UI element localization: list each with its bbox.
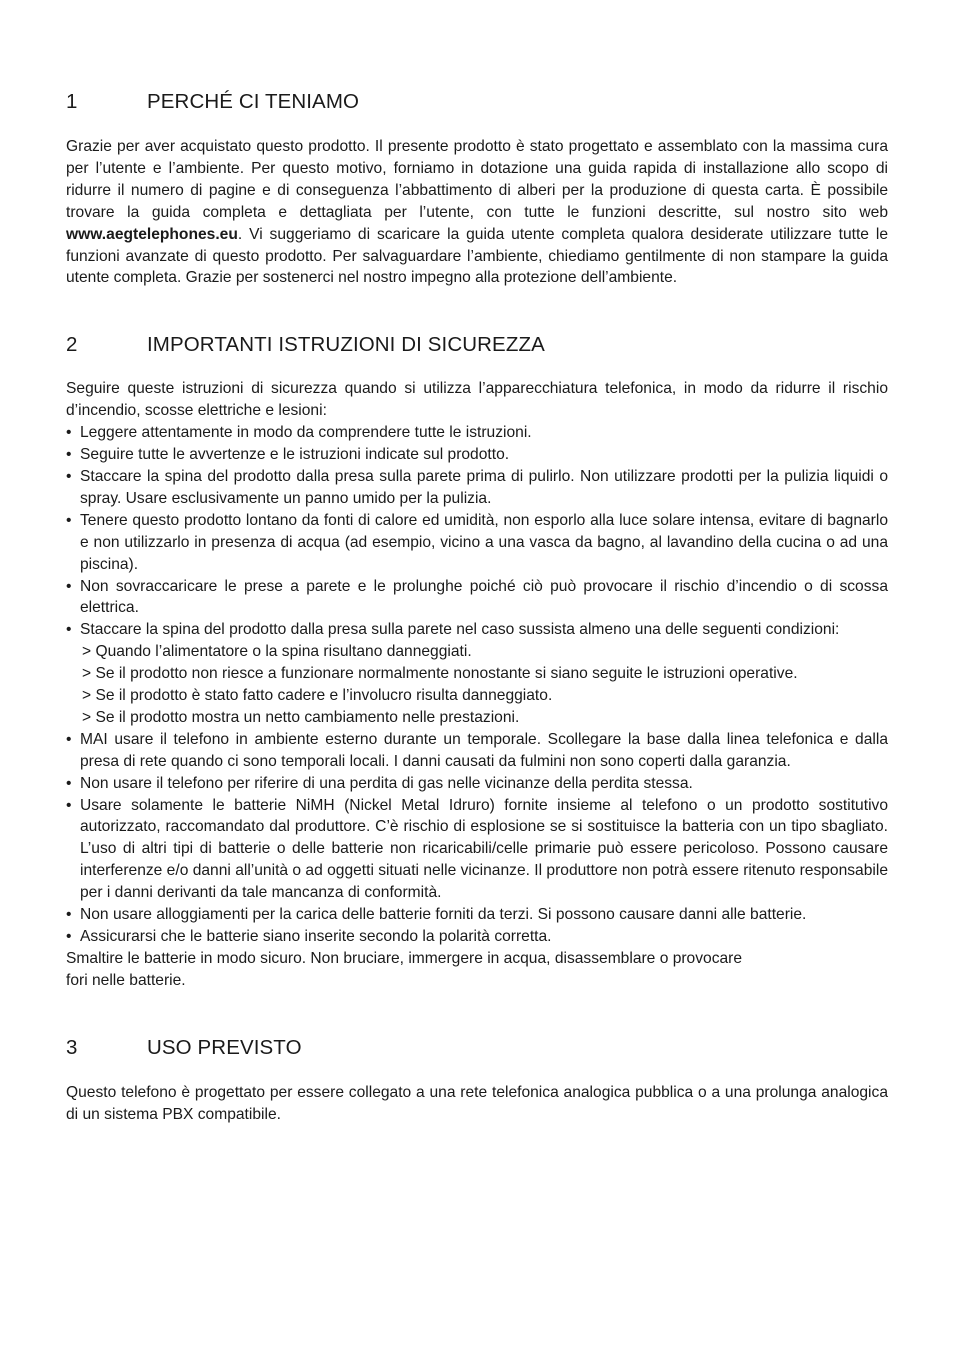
section-heading-1 [66, 89, 888, 115]
section-title: PERCHÉ CI TENIAMO [147, 90, 360, 113]
list-item-with-conditions [66, 619, 888, 729]
list-item-text: Staccare la spina del prodotto dalla presa sulla parete nel caso sussista almeno una delle seguenti condizioni: [80, 621, 840, 639]
list-item: • Seguire tutte le avvertenze e le istruzioni indicate sul prodotto. [66, 444, 888, 466]
section-heading-3 [66, 1035, 888, 1061]
section-title: IMPORTANTI ISTRUZIONI DI SICUREZZA [147, 333, 545, 357]
section-2-intro: Seguire queste istruzioni di sicurezza quando si utilizza l’apparecchiatura telefonica, in modo da ridurre il rischio d’incendio, scosse elettriche e lesioni: [66, 380, 888, 420]
section-1-paragraph: Grazie per aver acquistato questo prodotto. Il presente prodotto è stato progettato e assemblato con la massima cura per l’utente e l’ambiente. Per questo motivo, forniamo in dotazione una guida rapida di installazione allo scopo di ridurre il numero di pagine e di conseguenza l’abbattimento di alberi per la produzione di questa carta. È possibile trovare la guida completa e dettagliata per l’utente, con tutte le funzioni descritte, sul nostro sito web www.aegtelephones.eu. Vi suggeriamo di scaricare la guida utente completa qualora desiderate utilizzare tutte le funzioni avanzate di questo prodotto. Per salvaguardare l’ambiente, chiediamo gentilmente di non stampare la guida utente completa. Grazie per sostenerci nel nostro impegno alla protezione dell’ambiente. [66, 138, 888, 287]
section-heading-2 [66, 332, 888, 358]
condition-item: > Quando l’alimentatore o la spina risultano danneggiati. [82, 643, 472, 661]
condition-item: > Se il prodotto mostra un netto cambiamento nelle prestazioni. [82, 708, 520, 726]
conditions-list [80, 641, 888, 729]
section-number: 2 [66, 333, 78, 357]
list-item: • Leggere attentamente in modo da comprendere tutte le istruzioni. [66, 422, 888, 444]
section-number: 1 [66, 90, 78, 113]
list-item: • MAI usare il telefono in ambiente esterno durante un temporale. Scollegare la base dalla linea telefonica e dalla presa di rete quando ci sono temporali locali. I danni causati da fulmini non sono coperti dalla garanzia. [66, 729, 888, 773]
list-item: • Staccare la spina del prodotto dalla presa sulla parete prima di pulirlo. Non utilizzare prodotti per la pulizia liquidi o spray. Usare esclusivamente un panno umido per la pulizia. [66, 466, 888, 510]
manual-page [66, 0, 888, 1126]
safety-instructions-list [66, 422, 888, 948]
section-number: 3 [66, 1035, 78, 1059]
list-item: • Usare solamente le batterie NiMH (Nickel Metal Idruro) fornite insieme al telefono o un prodotto sostitutivo autorizzato, raccomandato dal produttore. C’è rischio di esplosione se si sostituisce la batteria con un tipo sbagliato. L’uso di altri tipi di batterie o delle batterie non ricaricabili/celle primarie può essere pericoloso. Possono causare interferenze e/o danni all’unità o ad oggetti situati nelle vicinanze. Il produttore non potrà essere ritenuto responsabile per i danni derivanti da tale mancanza di conformità. [66, 795, 888, 905]
list-item: • Non usare alloggiamenti per la carica delle batterie forniti da terzi. Si possono causare danni alle batterie. [66, 904, 888, 926]
battery-disposal-line-2: fori nelle batterie. [66, 971, 186, 989]
list-item: • Assicurarsi che le batterie siano inserite secondo la polarità corretta. [66, 926, 888, 948]
list-item: • Non usare il telefono per riferire di una perdita di gas nelle vicinanze della perdita stessa. [66, 773, 888, 795]
battery-disposal-line-1: Smaltire le batterie in modo sicuro. Non bruciare, immergere in acqua, disassemblare o provocare [66, 949, 743, 967]
condition-item: > Se il prodotto è stato fatto cadere e l’involucro risulta danneggiato. [82, 687, 553, 705]
condition-item: > Se il prodotto non riesce a funzionare normalmente nonostante si siano seguite le istruzioni operative. [82, 665, 798, 683]
list-item: • Non sovraccaricare le prese a parete e le prolunghe poiché ciò può provocare il rischio d’incendio o di scossa elettrica. [66, 576, 888, 620]
section-title: USO PREVISTO [147, 1035, 302, 1059]
website-link[interactable]: www.aegtelephones.eu [66, 225, 238, 243]
list-item: • Tenere questo prodotto lontano da fonti di calore ed umidità, non esporlo alla luce solare intensa, evitare di bagnarlo e non utilizzarlo in presenza di acqua (ad esempio, vicino a una vasca da bagno, al lavandino della cucina o ad una piscina). [66, 510, 888, 576]
section-3-paragraph: Questo telefono è progettato per essere collegato a una rete telefonica analogica pubblica o a una prolunga analogica di un sistema PBX compatibile. [66, 1083, 888, 1123]
